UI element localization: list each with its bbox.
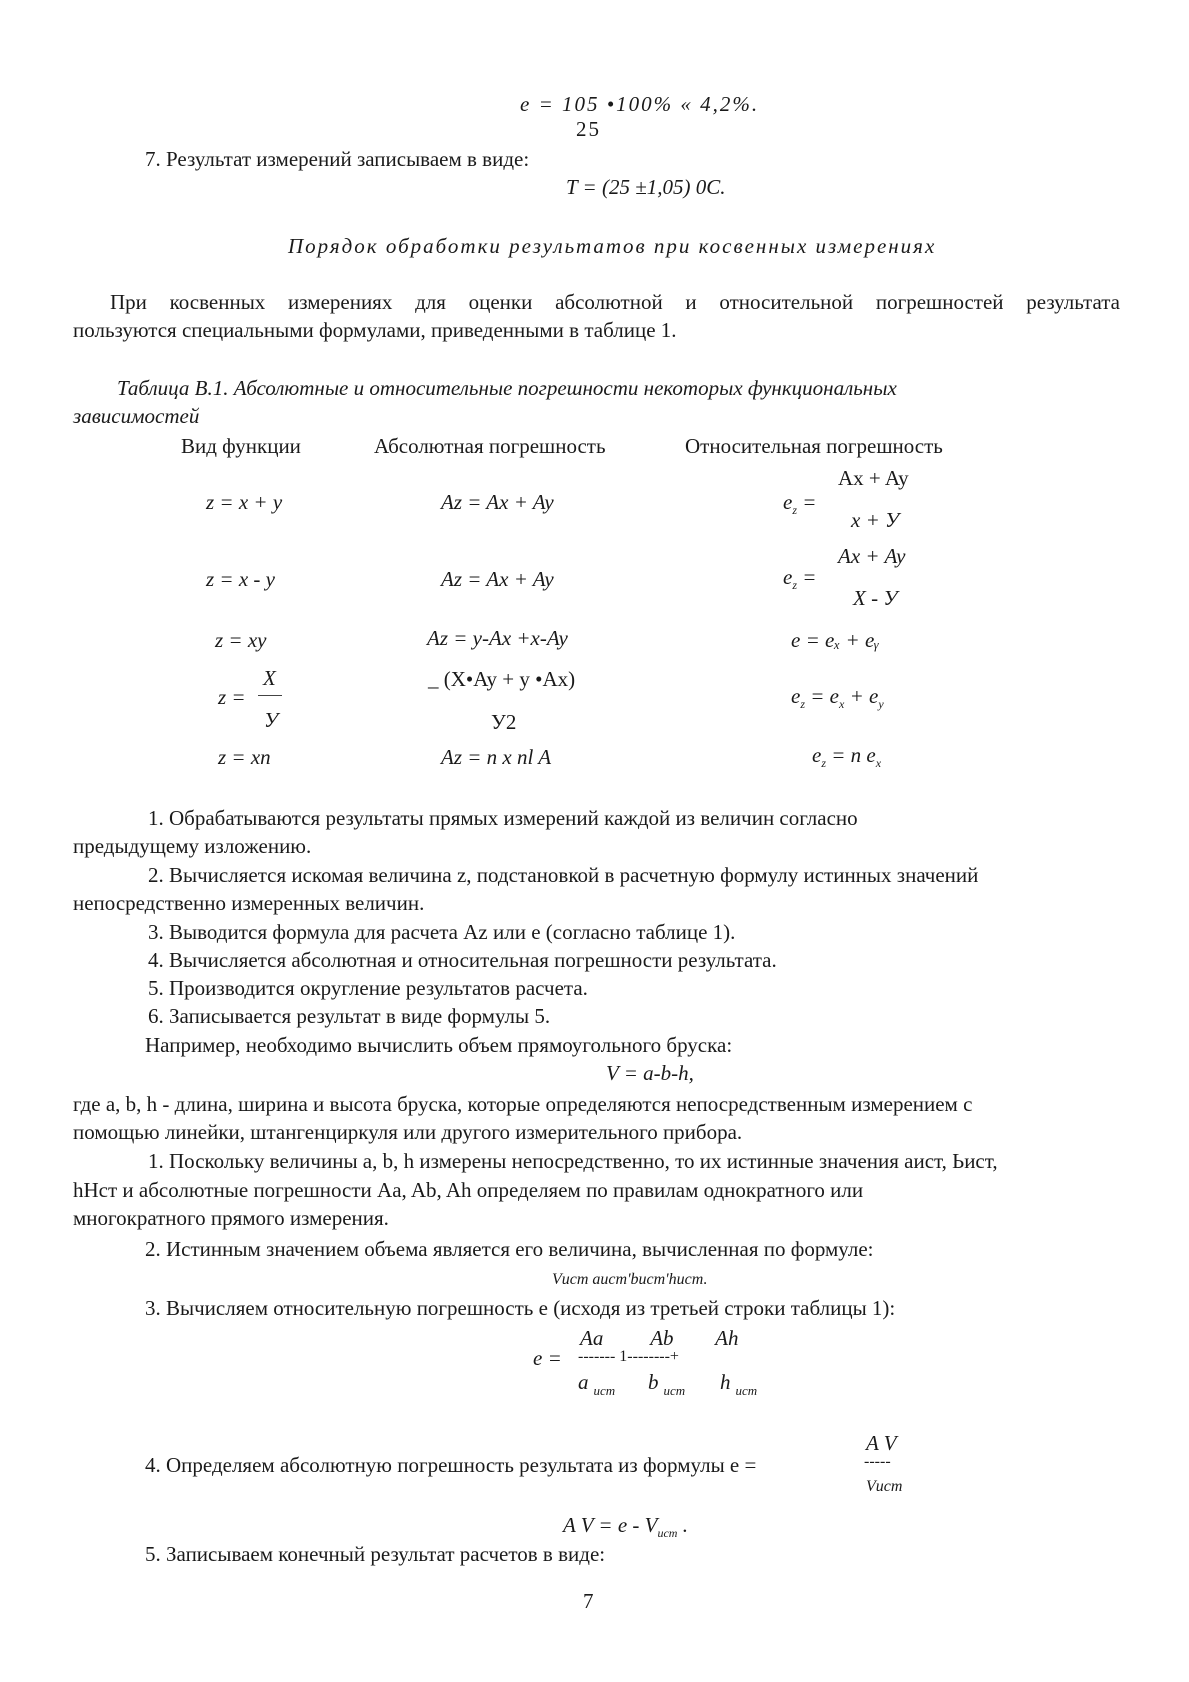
calc-1a: 1. Поскольку величины a, b, h измерены непосредственно, то их истинные значения aист, Ьист, (148, 1149, 998, 1173)
row4-function-prefix: z = (218, 685, 246, 709)
calc-3-den-a-sub: ист (593, 1383, 616, 1398)
row5-rel-b: = n e (826, 743, 876, 767)
row4-rel-b: = e (805, 684, 839, 708)
row4-rel-c: + e (844, 684, 879, 708)
calc-2-formula: Vист aист'bист'hист. (552, 1271, 708, 1288)
table-header-absolute: Абсолютная погрешность (374, 434, 606, 458)
row2-rel-e: e (783, 565, 793, 589)
calc-3-numerators: Aa Ab Ah (580, 1326, 739, 1350)
calc-4-formula-end: . (677, 1513, 688, 1537)
calc-3-den-c-letter: h (720, 1370, 731, 1394)
calc-4-formula-main: A V = e - V (563, 1513, 658, 1537)
intro-line-2: пользуются специальными формулами, приведенными в таблице 1. (73, 318, 677, 342)
row1-rel-e: e (783, 490, 793, 514)
calc-1b: hНст и абсолютные погрешности Aa, Ab, Ah определяем по правилам однократного или (73, 1178, 864, 1202)
table-caption-cont: зависимостей (73, 404, 200, 428)
table-header-function: Вид функции (181, 434, 301, 458)
row2-absolute: Az = Ax + Ay (441, 567, 554, 591)
row1-function: z = x + y (206, 490, 283, 514)
row1-rel-sub: z (792, 503, 797, 517)
step-4: 4. Вычисляется абсолютная и относительная погрешности результата. (148, 948, 777, 972)
row1-rel-numerator: Ax + Ay (838, 466, 909, 490)
step-2a: 2. Вычисляется искомая величина z, подстановкой в расчетную формулу истинных значений (148, 863, 979, 887)
calc-4-denominator: Vист (866, 1478, 903, 1495)
row5-rel-b-sub: x (875, 756, 882, 770)
step-2b: непосредственно измеренных величин. (73, 891, 425, 915)
row3-function: z = xy (215, 628, 267, 652)
row1-rel-denominator: x + У (851, 508, 900, 532)
row2-rel-sub: z (792, 578, 797, 592)
row4-rel-a: e (791, 684, 801, 708)
calc-2: 2. Истинным значением объема является его величина, вычисленная по формуле: (145, 1237, 874, 1261)
row5-function: z = xn (218, 745, 271, 769)
calc-3: 3. Вычисляем относительную погрешность e (исходя из третьей строки таблицы 1): (145, 1296, 896, 1320)
row1-absolute: Az = Ax + Ay (441, 490, 554, 514)
row2-rel-numerator: Ax + Ay (838, 544, 906, 568)
row5-absolute: Az = n x nl A (441, 745, 552, 769)
where-line-2: помощью линейки, штангенциркуля или другого измерительного прибора. (73, 1120, 743, 1144)
calc-3-den-b-letter: b (648, 1370, 659, 1394)
page-number: 7 (583, 1589, 594, 1613)
row4-absolute-line-1: _ (X•Ay + y •Ax) (428, 667, 576, 691)
error-formula (520, 92, 759, 117)
row3-relative: e = eₓ + eᵧ (791, 628, 880, 652)
row4-function-denominator: У (264, 708, 279, 732)
row3-absolute: Az = y-Ax +x-Ay (427, 626, 568, 650)
step-5: 5. Производится округление результатов расчета. (148, 976, 588, 1000)
table-header-relative: Относительная погрешность (685, 434, 943, 458)
row4-relative (791, 684, 884, 712)
row2-function: z = x - y (206, 567, 275, 591)
calc-4-formula-sub: ист (657, 1526, 678, 1540)
row4-rel-a-sub: z (800, 697, 805, 711)
calc-4-fraction-bar: ----- (864, 1453, 891, 1470)
table-caption: Таблица В.1. Абсолютные и относительные погрешности некоторых функциональных (117, 376, 897, 400)
calc-3-den-a (578, 1370, 615, 1399)
row1-relative: $e_z$ = (783, 490, 817, 517)
step-6: 6. Записывается результат в виде формулы 5. (148, 1004, 551, 1028)
calc-5: 5. Записываем конечный результат расчетов в виде: (145, 1542, 606, 1566)
step-7: 7. Результат измерений записываем в виде: (145, 147, 530, 171)
volume-formula: V = a-b-h, (606, 1061, 694, 1085)
step-3: 3. Выводится формула для расчета Az или e (согласно таблице 1). (148, 920, 736, 944)
row4-rel-c-sub: y (878, 697, 884, 711)
row5-rel-a: e (812, 743, 822, 767)
row4-fraction-bar (258, 695, 282, 696)
row5-relative (812, 743, 881, 771)
where-line-1: где a, b, h - длина, ширина и высота бруска, которые определяются непосредственным измерением с (73, 1092, 973, 1116)
result-formula: T = (25 ±1,05) 0C. (566, 175, 726, 199)
calc-3-e: e = (533, 1346, 562, 1370)
calc-3-den-b (648, 1370, 685, 1399)
calc-3-den-b-sub: ист (663, 1383, 686, 1398)
section-title: Порядок обработки результатов при косвенных измерениях (288, 234, 937, 258)
calc-1c: многократного прямого измерения. (73, 1206, 389, 1230)
calc-4-formula (563, 1513, 688, 1541)
example-intro: Например, необходимо вычислить объем прямоугольного бруска: (145, 1033, 733, 1057)
step-1a: 1. Обрабатываются результаты прямых измерений каждой из величин согласно (148, 806, 858, 830)
calc-3-den-a-letter: a (578, 1370, 589, 1394)
row4-rel-b-sub: x (839, 697, 845, 711)
row5-rel-a-sub: z (821, 756, 826, 770)
row2-relative: $e_z$ = (783, 565, 817, 592)
calc-3-den-c-sub: ист (735, 1383, 758, 1398)
calc-4-numerator: A V (866, 1431, 897, 1455)
row4-absolute-line-2: У2 (491, 710, 517, 734)
error-denominator: 25 (576, 117, 601, 141)
calc-3-fraction-bars: ------- 1--------+ (578, 1348, 679, 1365)
intro-line-1: При косвенных измерениях для оценки абсолютной и относительной погрешностей результата (110, 290, 1120, 314)
calc-4: 4. Определяем абсолютную погрешность результата из формулы e = (145, 1453, 757, 1477)
step-1b: предыдущему изложению. (73, 834, 312, 858)
error-formula-text: e = 105 •100% « 4,2%. (520, 92, 760, 116)
row2-rel-denominator: X - У (853, 586, 898, 610)
calc-3-den-c (720, 1370, 757, 1399)
row4-function-numerator: X (263, 666, 276, 690)
